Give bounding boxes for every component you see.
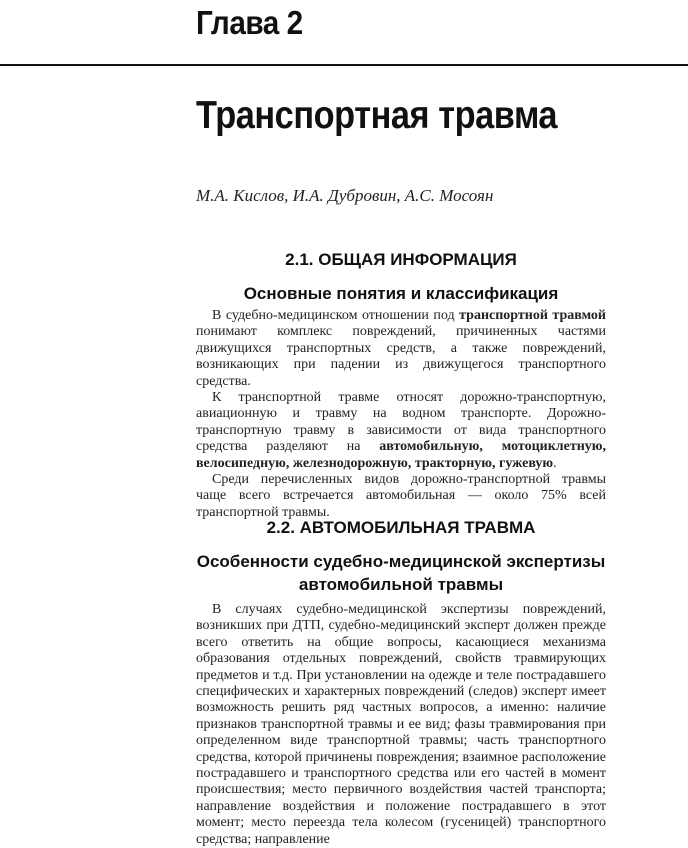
chapter-rule — [0, 64, 688, 66]
text-run: К транспортной травме относят дорожно-транспортную, авиационную и травму на водном транспорте. Дорожно-транспортную травму в зависимости от вида транспортного средства разделяют на — [196, 390, 606, 455]
authors-line: М.А. Кислов, И.А. Дубровин, А.С. Мосоян — [196, 186, 494, 205]
subheading-line: Особенности судебно-медицинской экспертизы — [196, 552, 606, 571]
paragraph: В случаях судебно-медицинской экспертизы повреждений, возникших при ДТП, судебно-медицинский эксперт должен прежде всего ответить на общие вопросы, касающиеся механизма образования отдельных повреждений, свойств травмирующих предметов и т.д. При установлении на одежде и теле пострадавшего специфических и характерных повреждений (следов) эксперт имеет возможность решить ряд частных вопросов, а именно: наличие признаков транспортной травмы и ее вид; фазы травмирования при определенном виде транспортной травмы; часть транспортного средства, которой причинены повреждения; взаимное расположение пострадавшего и транспортного средства или его частей в момент происшествия; место первичного воздействия частей транспорта; направление воздействия и положение пострадавшего в этот момент; место переезда тела колесом (гусеницей) транспортного средства; направление — [196, 602, 606, 847]
text-run: . — [553, 455, 557, 471]
section-2-1-heading: 2.1. ОБЩАЯ ИНФОРМАЦИЯ — [285, 250, 517, 269]
text-run: В судебно-медицинском отношении под — [212, 308, 460, 323]
section-2-1-subheading: Основные понятия и классификация — [243, 284, 559, 303]
subheading-line: автомобильной травмы — [298, 575, 504, 594]
terms-bold: автомобильную, мотоциклетную, велосипедную, железнодорожную, тракторную, гужевую — [196, 439, 606, 471]
text-run: понимают комплекс повреждений, причиненных частями движущихся транспортных средств, а также повреждений, возникающих при падении из движущегося транспортного средства. — [196, 324, 606, 389]
paragraph — [196, 308, 606, 390]
paragraph — [196, 390, 606, 472]
chapter-heading: Глава 2 — [196, 4, 303, 41]
chapter-title: Транспортная травма — [196, 94, 558, 137]
term-bold: транспортной травмой — [459, 308, 606, 323]
paragraph: Среди перечисленных видов дорожно-транспортной травмы чаще всего встречается автомобильная — около 75% всей транспортной травмы. — [196, 472, 606, 520]
section-2-2-text — [196, 602, 606, 848]
section-2-1-text — [196, 308, 606, 521]
section-2-2-heading: 2.2. АВТОМОБИЛЬНАЯ ТРАВМА — [266, 518, 536, 537]
section-2-2-subheading — [196, 550, 606, 596]
